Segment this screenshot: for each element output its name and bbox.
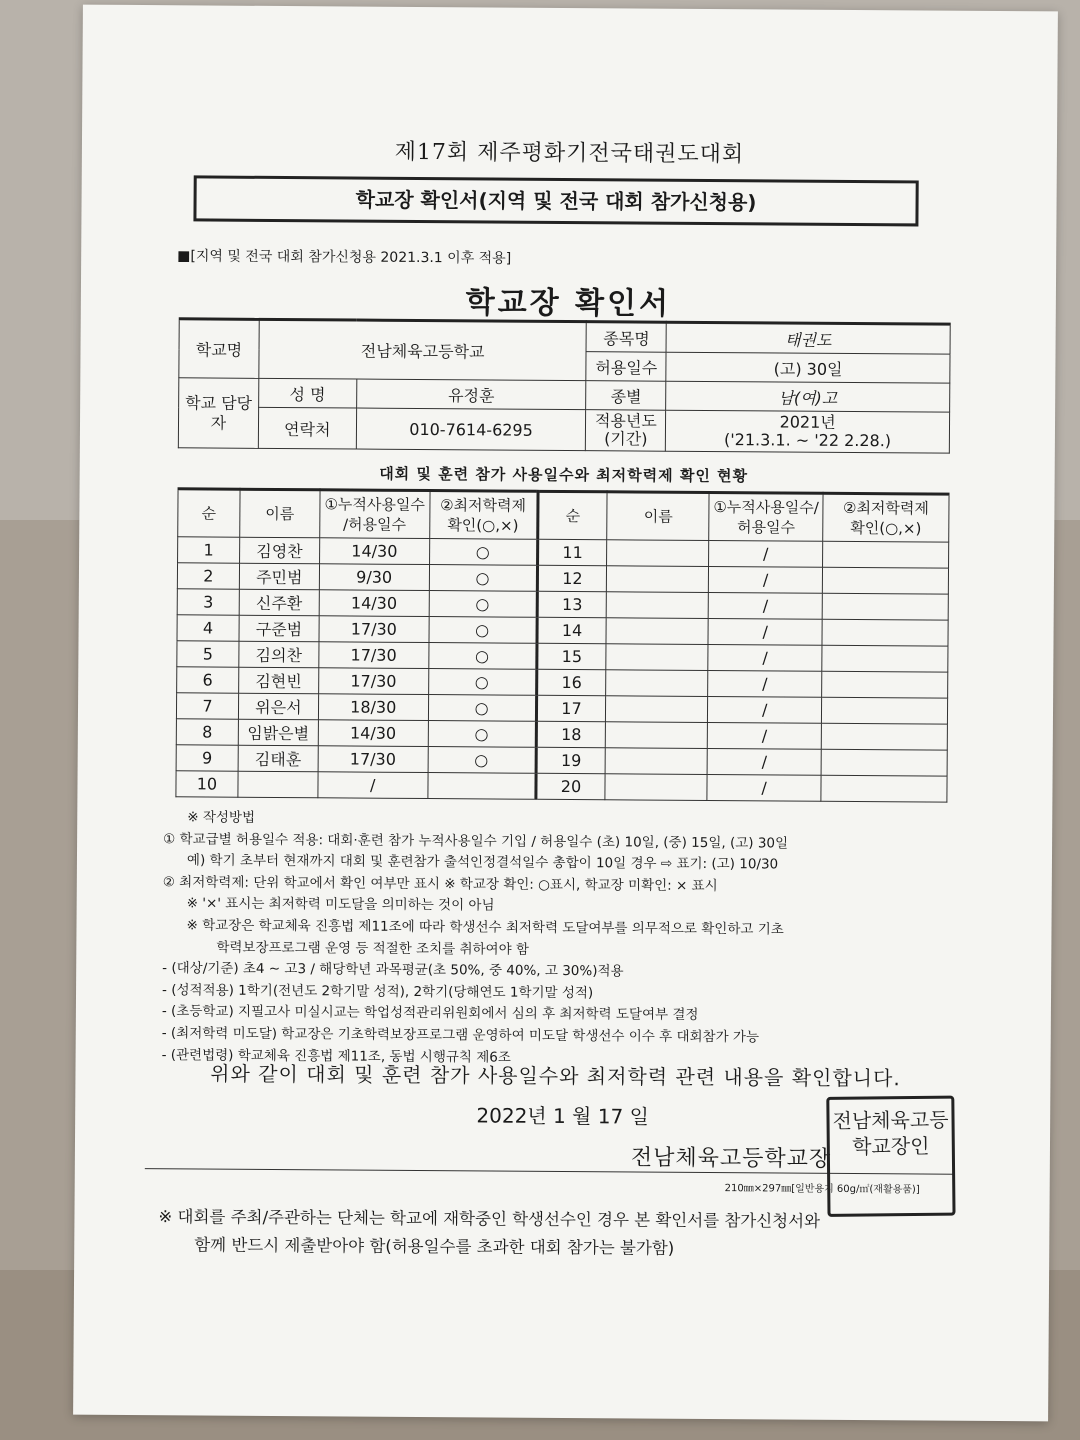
academic-check-cell: [822, 593, 948, 620]
document-sheet: [73, 5, 1058, 1422]
allowed-days-label: 허용일수: [586, 352, 666, 382]
athlete-name-cell: 김태훈: [238, 745, 318, 772]
official-seal-stamp: [826, 1096, 955, 1217]
days-used-cell: /: [708, 618, 822, 645]
days-used-cell: /: [707, 774, 821, 801]
paper-spec: 210㎜×297㎜[일반용지 60g/㎡(재활용품)]: [724, 1183, 920, 1196]
row-number-cell: 3: [177, 589, 239, 615]
academic-check-cell: [822, 567, 948, 594]
issue-date: 2022년 1 월 17 일: [476, 1103, 650, 1129]
row-number-cell: 7: [176, 693, 238, 719]
row-number-cell: 19: [536, 747, 606, 773]
principal-signature-line: 전남체육고등학교장: [630, 1145, 832, 1172]
academic-check-cell: ○: [428, 747, 536, 774]
header-check-line1: ②최저학력제: [440, 496, 527, 515]
academic-check-cell: ○: [428, 721, 536, 748]
days-used-cell: /: [708, 722, 822, 749]
row-number-cell: 14: [537, 617, 607, 643]
submission-footnote: [158, 1203, 958, 1265]
name-value: 유정훈: [356, 379, 586, 410]
footnote-line: 함께 반드시 제출받아야 함(허용일수를 초과한 대회 참가는 불가함): [194, 1235, 675, 1258]
days-used-cell: /: [318, 772, 428, 799]
academic-check-cell: [428, 773, 536, 800]
instruction-line: - (초등학교) 지필고사 미실시교는 학업성적관리위원회에서 심의 후 최저학력 도달여부 결정: [161, 1003, 699, 1024]
academic-check-cell: [821, 723, 947, 750]
table-row: [176, 771, 947, 802]
academic-check-cell: ○: [429, 539, 537, 566]
days-used-cell: /: [708, 670, 822, 697]
athlete-name-cell: [605, 774, 707, 801]
period-value: [666, 410, 950, 453]
applicability-notice: ■[지역 및 전국 대회 참가신청용 2021.3.1 이후 적용]: [177, 248, 512, 267]
athlete-name-cell: [238, 771, 318, 798]
academic-check-cell: [821, 775, 947, 802]
header-days-right: [709, 492, 823, 541]
header-days-line1: ①누적사용일수: [324, 495, 425, 515]
athlete-name-cell: 신주환: [239, 589, 319, 616]
instruction-line: - (성적적용) 1학기(전년도 2학기말 성적), 2학기(당해연도 1학기말 성적): [162, 981, 594, 1001]
athlete-name-cell: [607, 566, 709, 593]
row-number-cell: 10: [176, 771, 238, 797]
phone-value: 010-7614-6295: [356, 408, 586, 451]
days-used-cell: /: [707, 748, 821, 775]
days-used-cell: /: [708, 696, 822, 723]
row-number-cell: 11: [537, 539, 607, 565]
row-number-cell: 13: [537, 591, 607, 617]
header-check: [429, 491, 537, 540]
writing-instructions: [162, 807, 964, 1072]
event-value: 태권도: [666, 322, 950, 354]
instruction-line: 예) 학기 초부터 현재까지 대회 및 훈련참가 출석인정결석일수 총합이 10일 경우 ⇨ 표기: (고) 10/30: [186, 852, 779, 873]
header-days: [320, 490, 430, 539]
athlete-name-cell: [607, 592, 709, 619]
athlete-roster-table: [175, 487, 949, 802]
contact-person-label: 학교 담당자: [178, 378, 258, 449]
academic-check-cell: [823, 541, 949, 568]
allowed-days-value: (고) 30일: [666, 352, 950, 383]
gender-value: 남(여)고: [666, 381, 950, 412]
instruction-line: ※ 학교장은 학교체육 진흥법 제11조에 따라 학생선수 최저학력 도달여부를 의무적으로 확인하고 기초: [186, 917, 784, 938]
athlete-name-cell: 김영찬: [239, 537, 319, 564]
row-number-cell: 2: [177, 563, 239, 589]
name-label: 성 명: [259, 378, 357, 408]
row-number-cell: 9: [176, 745, 238, 771]
days-used-cell: 14/30: [318, 720, 428, 747]
period-label: 적용년도 (기간): [586, 410, 666, 452]
athlete-name-cell: 임밝은별: [238, 719, 318, 746]
header-no-right: 순: [537, 491, 607, 539]
row-number-cell: 1: [178, 537, 240, 563]
athlete-name-cell: [606, 670, 708, 697]
days-used-cell: 17/30: [318, 746, 428, 773]
athlete-name-cell: [606, 722, 708, 749]
row-number-cell: 5: [177, 641, 239, 667]
roster-header-row: [178, 489, 949, 542]
days-used-cell: /: [708, 592, 822, 619]
instructions-heading: ※ 작성방법: [187, 809, 256, 826]
instruction-line: ① 학교급별 허용일수 적용: 대회·훈련 참가 누적사용일수 기입 / 허용일수 (초) 10일, (중) 15일, (고) 30일: [163, 830, 789, 852]
athlete-name-cell: [606, 644, 708, 671]
academic-check-cell: ○: [428, 695, 536, 722]
seal-text: 전남체육고등학교장인: [832, 1107, 949, 1159]
athlete-name-cell: [607, 540, 709, 567]
school-info-table: [178, 317, 951, 453]
academic-check-cell: [822, 671, 948, 698]
athlete-name-cell: [606, 748, 708, 775]
form-title-box: 학교장 확인서(지역 및 전국 대회 참가신청용): [193, 175, 918, 226]
instruction-line: ② 최저학력제: 단위 학교에서 확인 여부만 표시 ※ 학교장 확인: ○표시, 학교장 미확인: × 표시: [162, 873, 718, 894]
row-number-cell: 12: [537, 565, 607, 591]
event-label: 종목명: [586, 322, 666, 353]
instruction-line: - (대상/기준) 초4 ~ 고3 / 해당학년 과목평균(초 50%, 중 40%, 고 30%)적용: [162, 960, 624, 980]
footnote-line: ※ 대회를 주최/주관하는 단체는 학교에 재학중인 학생선수인 경우 본 확인서를 참가신청서와: [158, 1207, 821, 1231]
contest-title: 제17회 제주평화기전국태권도대회: [394, 139, 745, 168]
instruction-line: 학력보장프로그램 운영 등 적절한 조치를 취하여야 함: [216, 939, 530, 958]
days-used-cell: 9/30: [319, 564, 429, 591]
days-used-cell: 17/30: [319, 642, 429, 669]
athlete-name-cell: 김현빈: [239, 667, 319, 694]
row-number-cell: 15: [536, 643, 606, 669]
days-used-cell: /: [708, 644, 822, 671]
athlete-name-cell: [606, 618, 708, 645]
row-number-cell: 16: [536, 669, 606, 695]
row-number-cell: 8: [176, 719, 238, 745]
days-used-cell: 18/30: [318, 694, 428, 721]
days-used-cell: 17/30: [319, 616, 429, 643]
row-number-cell: 4: [177, 615, 239, 641]
row-number-cell: 18: [536, 721, 606, 747]
academic-check-cell: [821, 749, 947, 776]
days-used-cell: 14/30: [319, 538, 429, 565]
athlete-name-cell: 주민범: [239, 563, 319, 590]
academic-check-cell: ○: [429, 591, 537, 618]
athlete-name-cell: 김의찬: [239, 641, 319, 668]
days-used-cell: 17/30: [318, 668, 428, 695]
instruction-line: - (관련법령) 학교체육 진흥법 제11조, 동법 시행규칙 제6조: [161, 1046, 512, 1066]
academic-check-cell: [822, 619, 948, 646]
academic-check-cell: ○: [429, 617, 537, 644]
row-number-cell: 17: [536, 695, 606, 721]
days-used-cell: /: [709, 540, 823, 567]
phone-label: 연락처: [258, 407, 356, 449]
header-name: 이름: [240, 489, 320, 538]
instruction-line: - (최저학력 미도달) 학교장은 기초학력보장프로그램 운영하여 미도달 학생선수 이수 후 대회참가 가능: [161, 1025, 760, 1046]
header-check-right: [823, 493, 949, 542]
header-check2-line1: ②최저학력제: [842, 498, 929, 518]
academic-check-cell: [822, 645, 948, 672]
days-used-cell: /: [709, 566, 823, 593]
academic-check-cell: ○: [428, 643, 536, 670]
days-used-cell: 14/30: [319, 590, 429, 617]
period-year: 2021년: [779, 412, 836, 432]
athlete-name-cell: 위은서: [238, 693, 318, 720]
header-days2-line2: 허용일수: [736, 518, 796, 537]
header-check-line2: 확인(○,×): [447, 516, 519, 535]
row-number-cell: 20: [535, 773, 605, 799]
header-name-right: 이름: [607, 492, 709, 541]
school-value: 전남체육고등학교: [259, 319, 587, 380]
header-days2-line1: ①누적사용일수/: [713, 498, 819, 517]
confirmation-statement: 위와 같이 대회 및 훈련 참가 사용일수와 최저학력 관련 내용을 확인합니다.: [210, 1061, 901, 1091]
athlete-name-cell: [606, 696, 708, 723]
row-number-cell: 6: [177, 667, 239, 693]
header-days-line2: /허용일수: [342, 515, 407, 534]
header-check2-line2: 확인(○,×): [850, 518, 922, 538]
section-title: 대회 및 훈련 참가 사용일수와 최저학력제 확인 현황: [379, 464, 749, 486]
document-title: 학교장 확인서: [465, 285, 672, 322]
header-no: 순: [178, 489, 240, 537]
school-label: 학교명: [179, 319, 259, 379]
academic-check-cell: ○: [429, 565, 537, 592]
gender-label: 종별: [586, 381, 666, 411]
academic-check-cell: [822, 697, 948, 724]
academic-check-cell: ○: [428, 669, 536, 696]
instruction-line: ※ '×' 표시는 최저학력 미도달을 의미하는 것이 아님: [186, 895, 495, 914]
athlete-name-cell: 구준범: [239, 615, 319, 642]
period-range: ('21.3.1. ~ '22 2.28.): [724, 430, 892, 451]
